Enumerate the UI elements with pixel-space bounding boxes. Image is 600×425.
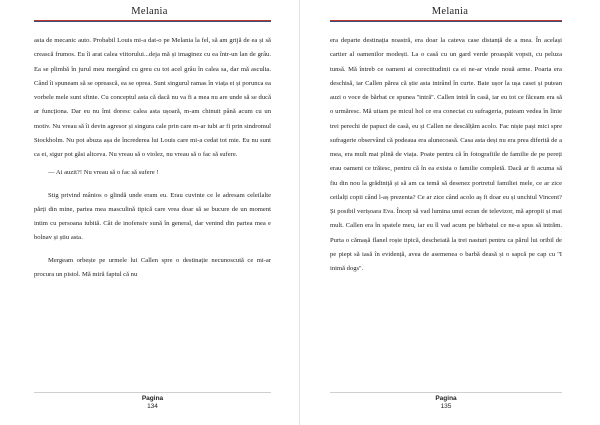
right-page-body	[330, 34, 562, 280]
right-page-header: Melania	[431, 6, 469, 17]
right-header-rule	[330, 20, 562, 22]
right-footer-label: Pagina	[435, 395, 457, 402]
left-page-body	[34, 34, 271, 286]
left-paragraph-4: Mergeam orbește pe urmele lui Callen spre o destinație necunoscută ce mi-ar procura un pistol. Mă miră faptul că nu	[34, 256, 271, 278]
right-page-footer	[330, 395, 562, 411]
left-footer-rule	[34, 392, 271, 393]
left-page-header: Melania	[131, 6, 168, 17]
right-footer-rule	[330, 392, 562, 393]
left-page-footer	[34, 395, 271, 411]
left-header-rule-blue	[34, 21, 271, 22]
left-header-rule	[34, 20, 271, 22]
right-page-number: 135	[440, 403, 452, 410]
left-paragraph-3: Stig privind mânios o glindă unde eram eu. Erau cuvinte ce le adresam celeilalte părți din mine, partea mea masculină tipică care vrea doar să se bucure de un moment intim cu persoana iubită. Cât de inofensiv sună în general, dar venind din partea mea e bolnav și știu asta.	[34, 191, 271, 242]
left-page-number: 134	[147, 403, 158, 410]
right-page	[300, 0, 600, 425]
right-paragraph-1: era departe destinația noastră, era doar la cateva case distanță de a mea. În același cartier al oamenilor modești. La o casă cu un gard verde proaspăt vopsit, cu peluza tunsă. Mă întreb ce oameni ai corectitudinii ca ei ne-ar vinde nouă arme. Poarta era deschisă, iar Callen părea că știe asta intrând în curte. Bate ușor la ușa casei și putean auzi o voce de bărbat ce spunea ''intră''. Callen intră în casă, iar eu tot ce făceam era să o urmăresc. Mă uitam pe micul hol ce era conectat cu sufrageria, puteam vedea în linie trei perechi de papuci de casă, eu și Callen ne descălțăm acolo. Fac niște pași mici spre sufragerie observând că podeaua era alunecoasă. Casa asta deși nu era prea diferită de a mea, era mult mai plină de viața. Poate pentru că în fotografiile de familie de pe pereți erau oameni ce trăiesc, pentru că în ea exista o familie completă. Dacă ar fi acuma să fiu din nou la grădiniță și să am ca temă să desenez portretul familiei mele, ce ar zice ceilalți copii când l-aș prezenta? Ce ar zice când acolo aș fi doar eu și unchiul Vincent? Și posibil verișoara Eva. Încep să vad lumina unui ecran de televizor, mă apropii și mai mult. Callen era în spatele meu, iar eu îl vad acum pe bărbatul ce ne-a spus să intrăm. Purta o cămașă flanel roșie tipică, descheiată la trei nasturi pentru ca părul lui oribil de pe piept să iasă în evidență, avea de asemenea o barbă deasă și o sapcă pe cap cu ''I inimă dogs''.	[330, 37, 562, 272]
right-header-rule-blue	[330, 21, 562, 22]
left-paragraph-1: asta de mecanic auto. Probabil Louis mi-a dat-o pe Melania la fel, să am grijă de ea și să crească frumos. Eu îi arat calea viitorului...deja mă și imaginez cu ea într-un lan de grâu. Ea se plimbă în jurul meu mergând cu greu cu tot acel grâu în calea sa, dar mă asculta. Când îi spuneam să se oprească, ea se oprea. Sunt singurul ramas în viața ei și porunca ea vorbele mele sunt sfinte. Cu conceptul asta că dacă nu va fi a mea nu are unde să se ducă ar funcționa. Dar eu nu îmi doresc calea asta ușoară, m-am chinuit până acum cu un motiv. Nu vreau să îi devin agresor și singura cale prin care m-ar iubi ar fi prin sindromul Stockholm. Nu pot abuza așa de încrederea lui Louis care mi-a cedat tot mie. Eu nu sunt ca ei, sigur pot găsi altceva. Nu vreau să o violez, nu vreau să o fac să sufere.	[34, 37, 271, 158]
left-footer-label: Pagina	[141, 395, 164, 402]
left-paragraph-2: — Ai auzit?! Nu vreau să o fac să sufere !	[48, 169, 159, 177]
